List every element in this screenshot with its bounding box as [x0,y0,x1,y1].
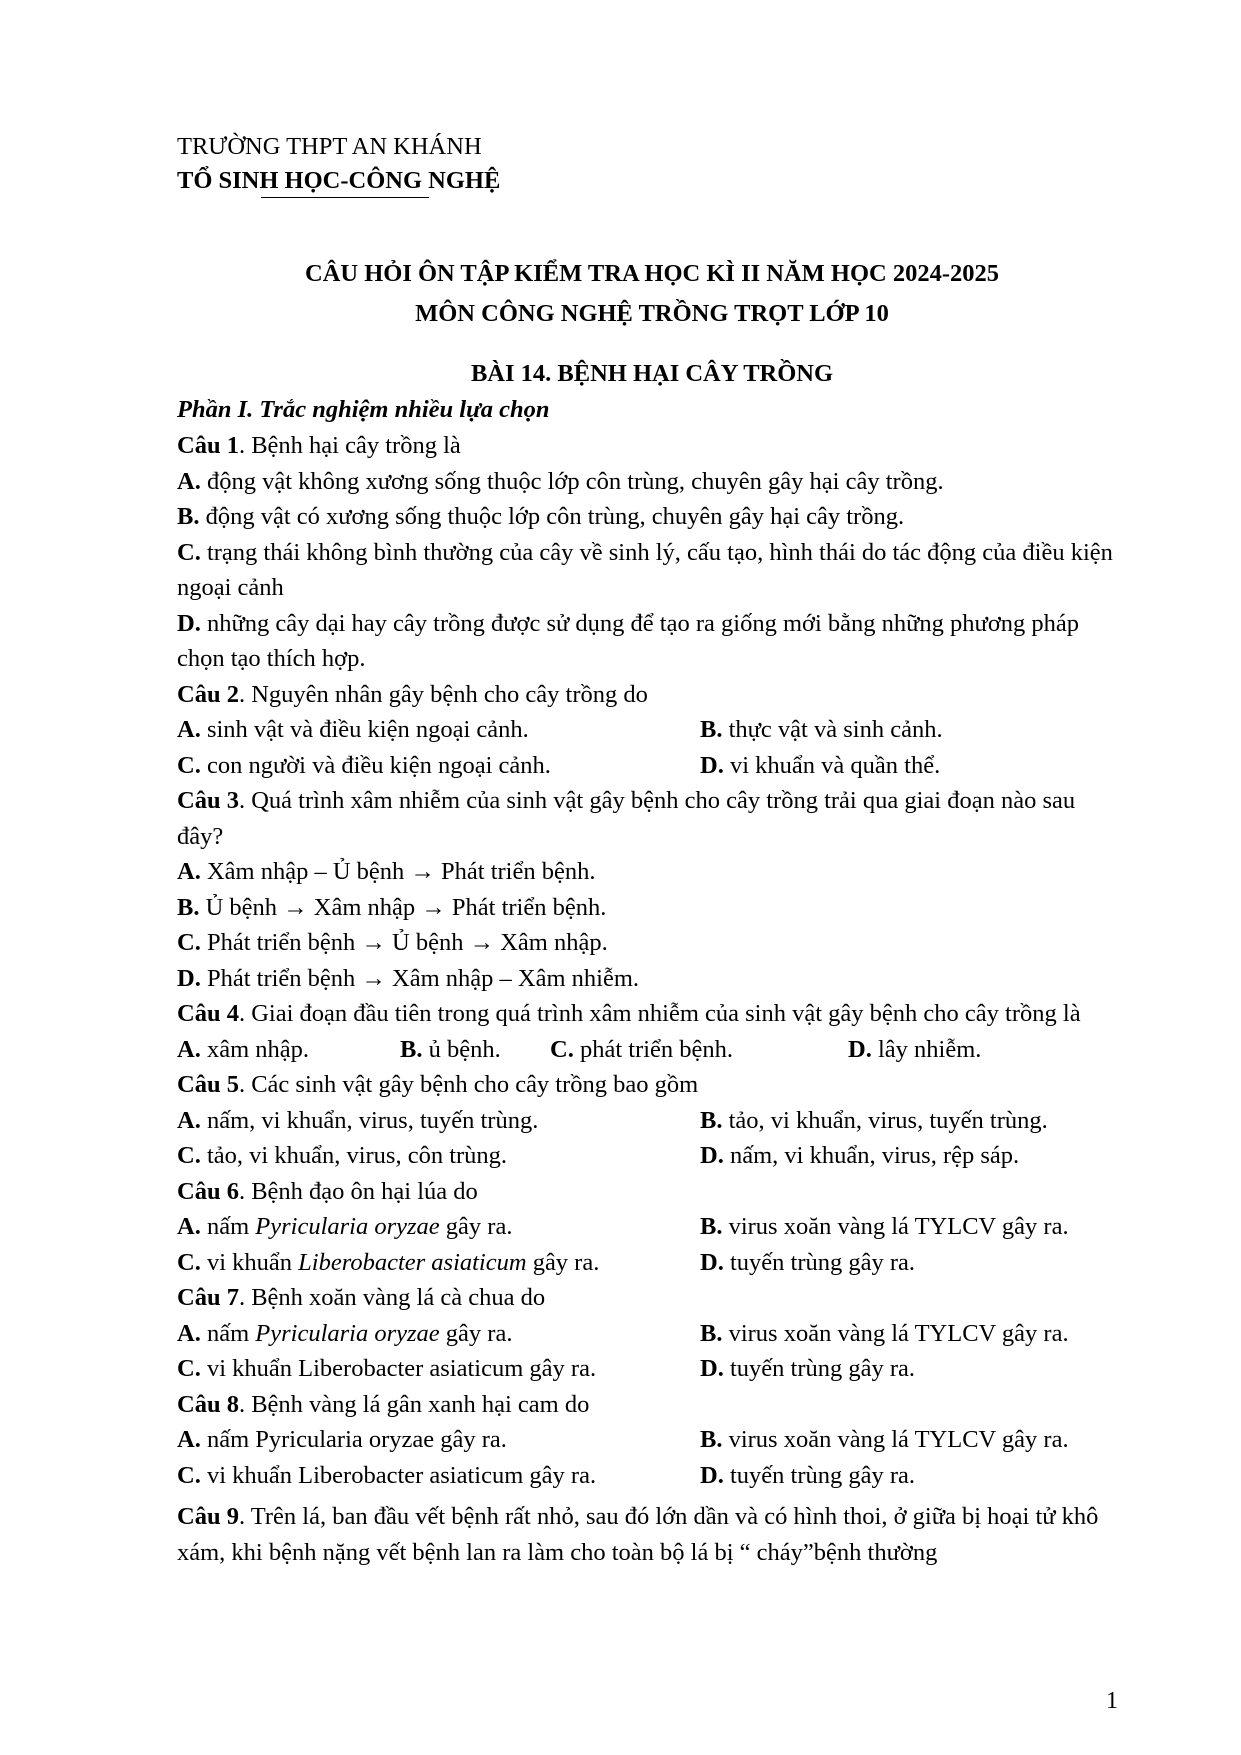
question-5 [177,1067,1127,1103]
document-subtitle: MÔN CÔNG NGHỆ TRỒNG TRỌT LỚP 10 [415,300,889,327]
question-3 [177,783,1127,854]
option-c [550,1032,848,1068]
species-name: Pyricularia oryzae [255,1319,440,1347]
option-c [177,748,700,784]
option-d [700,748,940,784]
option-text: Xâm nhập – Ủ bệnh → Phát triển bệnh. [200,858,596,885]
option-b [700,1422,1069,1458]
option-text: vi khuẩn Liberobacter asiaticum gây ra. [200,1355,597,1382]
option-text: xâm nhập. [200,1035,310,1063]
option-c [177,1245,700,1281]
option-c [177,1458,700,1494]
option-text: virus xoăn vàng lá TYLCV gây ra. [722,1213,1069,1240]
question-6 [177,1174,1127,1210]
option-label: D. [848,1035,872,1063]
option-a [177,1032,400,1068]
option-label: C. [177,751,201,779]
document-title: CÂU HỎI ÔN TẬP KIỂM TRA HỌC KÌ II NĂM HỌC 2024-2025 [305,260,999,287]
option-label: A. [177,467,201,495]
page-number: 1 [1106,1688,1118,1714]
option-text: tảo, vi khuẩn, virus, tuyến trùng. [722,1106,1048,1134]
question-text: . Bệnh hại cây trồng là [238,432,461,459]
option-label: C. [177,929,201,956]
option-label: C. [177,1248,201,1276]
option-label: D. [700,1461,724,1489]
option-text: nấm, vi khuẩn, virus, rệp sáp. [723,1142,1020,1169]
option-text: nấm [200,1213,256,1240]
option-text: con người và điều kiện ngoại cảnh. [200,751,551,779]
option-text: virus xoăn vàng lá TYLCV gây ra. [722,1426,1069,1453]
option-text: trạng thái không bình thường của cây về sinh lý, cấu tạo, hình thái do tác động của điều kiện ngoại cảnh [177,538,1113,601]
option-text: động vật có xương sống thuộc lớp côn trùng, chuyên gây hại cây trồng. [199,503,905,530]
question-label: Câu 3 [177,787,239,814]
option-row [177,1422,1127,1458]
question-8 [177,1387,1127,1423]
option-label: B. [177,503,200,530]
option-row [177,712,1127,748]
option-text: vi khuẩn và quần thể. [723,751,941,779]
option-a [177,464,1127,500]
option-text: động vật không xương sống thuộc lớp côn trùng, chuyên gây hại cây trồng. [200,467,944,495]
option-label: C. [177,1355,201,1382]
question-text: . Bệnh đạo ôn hại lúa do [238,1177,478,1205]
option-label: B. [700,716,723,743]
question-label: Câu 2 [177,680,239,708]
option-d [848,1032,981,1068]
option-label: D. [700,1248,724,1276]
question-label: Câu 4 [177,1000,239,1027]
option-d [700,1458,915,1494]
option-row [177,1138,1127,1174]
option-text: Phát triển bệnh → Ủ bệnh → Xâm nhập. [200,929,608,956]
question-text: . Các sinh vật gây bệnh cho cây trồng bao gồm [238,1071,699,1098]
option-text: phát triển bệnh. [573,1035,734,1063]
department-name [177,164,1127,198]
department-text: TỔ SINH HỌC-CÔNG NGHỆ [177,167,501,194]
option-a [177,1422,700,1458]
option-b [700,1103,1048,1139]
option-text: nấm [200,1319,256,1347]
part-heading: Phần I. Trắc nghiệm nhiều lựa chọn [177,396,550,423]
question-label: Câu 7 [177,1284,239,1311]
option-c [177,535,1127,606]
option-b [177,890,1127,926]
question-4 [177,996,1127,1032]
option-a [177,1209,700,1245]
option-row [177,1316,1127,1352]
option-label: A. [177,858,201,885]
question-7 [177,1280,1127,1316]
question-text: . Bệnh vàng lá gân xanh hại cam do [238,1390,590,1418]
option-b [700,1209,1069,1245]
option-c [177,925,1127,961]
option-label: A. [177,1213,201,1240]
question-text: . Giai đoạn đầu tiên trong quá trình xâm nhiễm của sinh vật gây bệnh cho cây trồng là [238,1000,1081,1027]
option-row [177,1103,1127,1139]
question-text: . Quá trình xâm nhiễm của sinh vật gây bệnh cho cây trồng trải qua giai đoạn nào sau đây? [177,787,1076,850]
question-1 [177,428,1127,464]
option-text: Phát triển bệnh → Xâm nhập – Xâm nhiễm. [200,964,640,992]
question-text: . Nguyên nhân gây bệnh cho cây trồng do [238,680,648,708]
option-label: B. [700,1426,723,1453]
option-label: C. [550,1035,574,1063]
question-2 [177,677,1127,713]
document-page [177,130,1127,1570]
option-text: tuyến trùng gây ra. [723,1461,916,1489]
option-d [177,606,1127,677]
option-d [700,1138,1019,1174]
question-label: Câu 1 [177,432,239,459]
option-row [177,1032,1127,1068]
question-text: . Bệnh xoăn vàng lá cà chua do [238,1284,546,1311]
option-c [177,1351,700,1387]
option-a [177,854,1127,890]
option-row [177,1458,1127,1494]
option-label: B. [700,1106,723,1134]
option-label: C. [177,538,201,566]
option-label: A. [177,1426,201,1453]
option-text-end: gây ra. [439,1213,513,1240]
option-text-end: gây ra. [526,1248,600,1276]
species-name: Liberobacter asiaticum [298,1248,527,1276]
question-label: Câu 8 [177,1390,239,1418]
option-label: D. [700,1355,724,1382]
question-label: Câu 6 [177,1177,239,1205]
option-row [177,1245,1127,1281]
option-label: B. [700,1319,723,1347]
option-b [400,1032,550,1068]
option-text: tuyến trùng gây ra. [723,1248,916,1276]
option-label: B. [400,1035,423,1063]
option-c [177,1138,700,1174]
option-label: A. [177,1319,201,1347]
option-label: A. [177,1106,201,1134]
species-name: Pyricularia oryzae [255,1213,440,1240]
school-name: TRƯỜNG THPT AN KHÁNH [177,133,482,160]
option-label: D. [177,609,201,637]
option-row [177,748,1127,784]
question-9 [177,1499,1127,1570]
option-text: tuyến trùng gây ra. [723,1355,916,1382]
option-text: những cây dại hay cây trồng được sử dụng để tạo ra giống mới bằng những phương pháp chọn tạo thích hợp. [177,609,1080,672]
option-row [177,1351,1127,1387]
option-a [177,1316,700,1352]
option-a [177,712,700,748]
option-text: nấm Pyricularia oryzae gây ra. [200,1426,507,1453]
option-text: vi khuẩn Liberobacter asiaticum gây ra. [200,1461,597,1489]
option-label: C. [177,1461,201,1489]
lesson-heading: BÀI 14. BỆNH HẠI CÂY TRỒNG [470,360,834,387]
option-label: D. [177,964,201,992]
question-text: . Trên lá, ban đầu vết bệnh rất nhỏ, sau đó lớn dần và có hình thoi, ở giữa bị hoại tử khô xám, khi bệnh nặng vết bệnh lan ra làm cho toàn bộ lá bị “ cháy”bệnh thường [177,1503,1099,1566]
option-d [177,961,1127,997]
option-text: virus xoăn vàng lá TYLCV gây ra. [722,1319,1069,1347]
option-text: nấm, vi khuẩn, virus, tuyến trùng. [200,1106,539,1134]
option-b [700,1316,1069,1352]
option-text: lây nhiễm. [871,1035,982,1063]
option-text: tảo, vi khuẩn, virus, côn trùng. [200,1142,508,1169]
option-d [700,1351,915,1387]
option-d [700,1245,915,1281]
department-underline [261,197,429,198]
option-text: sinh vật và điều kiện ngoại cảnh. [200,716,529,743]
question-label: Câu 9 [177,1503,239,1530]
option-label: B. [177,893,200,921]
option-label: B. [700,1213,723,1240]
option-text: vi khuẩn [200,1248,299,1276]
option-text: thực vật và sinh cảnh. [722,716,943,743]
option-label: C. [177,1142,201,1169]
option-label: D. [700,751,724,779]
option-text: ủ bệnh. [422,1035,501,1063]
option-text: Ủ bệnh → Xâm nhập → Phát triển bệnh. [199,893,607,921]
option-text-end: gây ra. [439,1319,513,1347]
option-b [700,712,943,748]
option-label: D. [700,1142,724,1169]
option-a [177,1103,700,1139]
option-row [177,1209,1127,1245]
option-label: A. [177,1035,201,1063]
option-b [177,499,1127,535]
question-label: Câu 5 [177,1071,239,1098]
option-label: A. [177,716,201,743]
